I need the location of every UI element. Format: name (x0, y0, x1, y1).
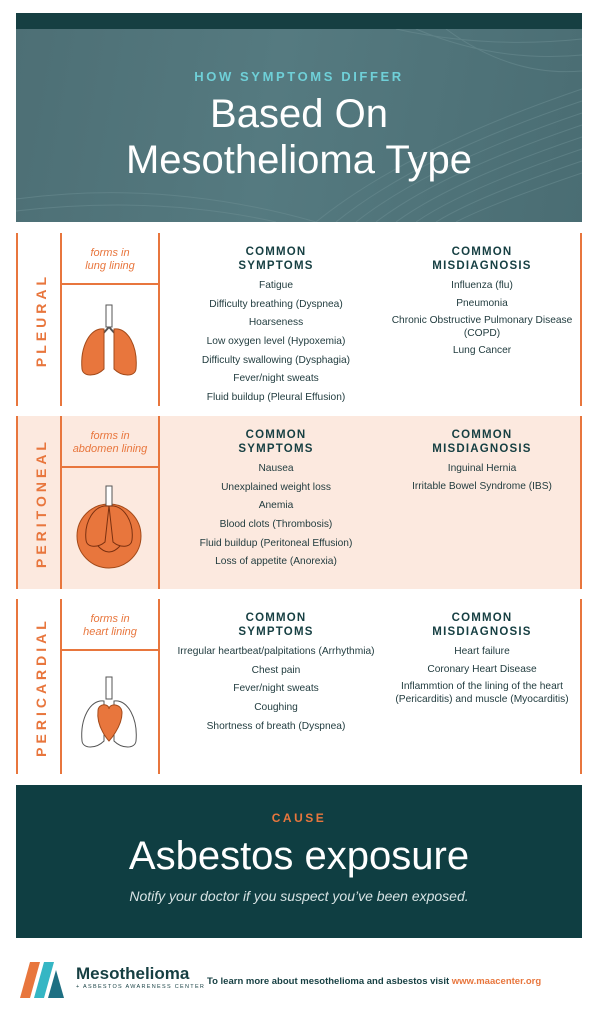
misdiagnosis-item: Influenza (flu) (451, 280, 513, 291)
cause-panel (16, 785, 582, 938)
symptoms-heading: COMMON SYMPTOMS (238, 246, 314, 272)
symptom-item: Loss of appetite (Anorexia) (215, 556, 337, 568)
section-peritoneal (16, 416, 582, 589)
website-link[interactable]: www.maacenter.org (451, 976, 542, 987)
footer (0, 950, 600, 1020)
symptom-item: Blood clots (Thrombosis) (219, 519, 333, 531)
cause-note: Notify your doctor if you suspect you’ve been exposed. (129, 888, 469, 904)
section-label: PERITONEAL (33, 437, 49, 568)
symptom-item: Coughing (254, 702, 298, 714)
location-note: forms in heart lining (62, 599, 158, 651)
misdiagnosis-item: Coronary Heart Disease (427, 663, 537, 675)
section-content (158, 416, 582, 589)
section-label: PLEURAL (33, 272, 49, 367)
hero-kicker: HOW SYMPTOMS DIFFER (194, 69, 404, 84)
hero-banner (16, 29, 582, 222)
abdomen-icon (76, 484, 142, 574)
misdiagnosis-item: Heart failure (454, 646, 510, 657)
misdiagnosis-item: Inflammtion of the lining of the heart (Pericarditis) and muscle (Myocarditis) (395, 681, 569, 705)
symptom-item: Fluid buildup (Peritoneal Effusion) (199, 537, 353, 549)
hero-title-line2: Mesothelioma Type (125, 138, 473, 182)
misdiagnosis-item: Inguinal Hernia (447, 463, 517, 474)
misdiagnosis-column (382, 245, 582, 363)
section-label-column (16, 599, 62, 774)
symptom-item: Difficulty breathing (Dyspnea) (209, 298, 343, 310)
location-note: forms in abdomen lining (62, 416, 158, 468)
section-label: PERICARDIAL (33, 616, 49, 757)
symptoms-column (160, 611, 392, 739)
symptoms-heading: COMMON SYMPTOMS (238, 612, 314, 638)
maa-logo-icon (20, 962, 70, 998)
symptoms-column (160, 428, 392, 575)
location-note: forms in lung lining (62, 233, 158, 285)
symptoms-column (160, 245, 392, 411)
symptom-item: Shortness of breath (Dyspnea) (206, 720, 346, 732)
section-pericardial (16, 599, 582, 774)
symptom-item: Low oxygen level (Hypoxemia) (206, 336, 346, 348)
symptom-item: Fatigue (259, 280, 293, 291)
symptom-item: Unexplained weight loss (221, 481, 331, 493)
symptom-item: Nausea (258, 463, 294, 474)
misdiagnosis-heading: COMMON MISDIAGNOSIS (432, 612, 532, 638)
section-side-column (62, 599, 158, 774)
misdiagnosis-item: Irritable Bowel Syndrome (IBS) (412, 480, 552, 492)
section-content (158, 599, 582, 774)
misdiagnosis-heading: COMMON MISDIAGNOSIS (432, 246, 532, 272)
logo-name: Mesothelioma (76, 964, 190, 983)
symptom-item: Irregular heartbeat/palpitations (Arrhythmia) (177, 646, 375, 657)
misdiagnosis-column (382, 611, 582, 711)
top-bar (16, 13, 582, 29)
misdiagnosis-item: Chronic Obstructive Pulmonary Disease (COPD) (391, 315, 573, 339)
misdiagnosis-heading: COMMON MISDIAGNOSIS (432, 429, 532, 455)
section-side-column (62, 416, 158, 589)
heart-icon (76, 675, 142, 755)
cause-kicker: CAUSE (271, 811, 327, 825)
logo-subtitle: + ASBESTOS AWARENESS CENTER (76, 984, 206, 990)
misdiagnosis-item: Pneumonia (456, 297, 508, 309)
cause-title: Asbestos exposure (128, 834, 470, 878)
misdiagnosis-column (382, 428, 582, 498)
section-label-column (16, 416, 62, 589)
lungs-icon (76, 303, 142, 383)
hero-title-line1: Based On (210, 92, 388, 136)
symptom-item: Hoarseness (248, 317, 304, 329)
symptom-item: Fluid buildup (Pleural Effusion) (206, 392, 346, 404)
footer-text: To learn more about mesothelioma and asbestos visit www.maacenter.org (207, 976, 542, 987)
symptom-item: Difficulty swallowing (Dysphagia) (201, 354, 351, 366)
section-side-column (62, 233, 158, 406)
symptom-item: Chest pain (251, 664, 301, 676)
symptom-item: Anemia (258, 500, 294, 512)
section-content (158, 233, 582, 406)
symptom-item: Fever/night sweats (233, 683, 319, 695)
symptom-item: Fever/night sweats (233, 373, 319, 385)
misdiagnosis-item: Lung Cancer (452, 345, 512, 356)
section-pleural (16, 233, 582, 406)
symptoms-heading: COMMON SYMPTOMS (238, 429, 314, 455)
section-label-column (16, 233, 62, 406)
